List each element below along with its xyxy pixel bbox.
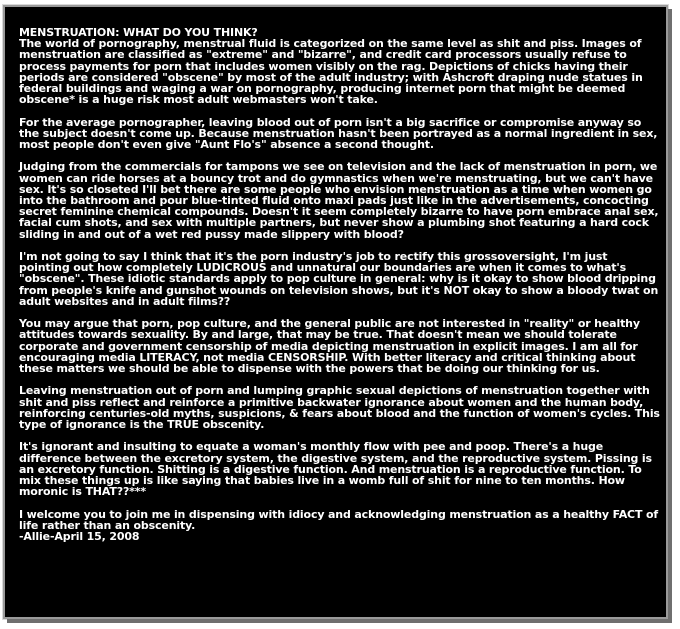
- paragraph-4: I'm not going to say I think that it's the porn industry's job to rectify this grossoversight, I'm just pointing out how completely LUDICROUS and unnatural our boundaries are when it comes to what's "obscene". These idiotic standards apply to pop culture in general: why is it okay to show blood dripping from people's knife and gunshot wounds on television shows, but it's NOT okay to show a bloody twat on adult websites and in adult films??: [19, 250, 659, 308]
- article-body: [19, 27, 661, 542]
- article-title: MENSTRUATION: WHAT DO YOU THINK?: [19, 26, 258, 39]
- paragraph-6: Leaving menstruation out of porn and lumping graphic sexual depictions of menstruation together with shit and piss reflect and reinforce a primitive backwater ignorance about women and the human body, reinforcing centuries-old myths, suspicions, & fears about blood and the function of women's cycles. This type of ignorance is the TRUE obscenity.: [19, 384, 660, 432]
- paragraph-8: I welcome you to join me in dispensing with idiocy and acknowledging menstruation as a healthy FACT of life rather than an obscenity.: [19, 507, 659, 532]
- paragraph-7: It's ignorant and insulting to equate a woman's monthly flow with pee and poop. There's a huge difference between the excretory system, the digestive system, and the reproductive system. Pissing is an excretory function. Shitting is a digestive function. And menstruation is a reproductive function. To mix these things up is like saying that babies live in a womb full of shit for nine to ten months. How moronic is THAT??***: [19, 440, 652, 499]
- paragraph-5: You may argue that porn, pop culture, and the general public are not interested in "reality" or healthy attitudes towards sexuality. By and large, that may be true. That doesn't mean we should tolerate corporate and government censorship of media depicting menstruation in explicit images. I am all for encouraging media LITERACY, not media CENSORSHIP. With better literacy and critical thinking about these matters we should be able to dispense with the powers that be doing our thinking for us.: [19, 317, 640, 376]
- paragraph-2: For the average pornographer, leaving blood out of porn isn't a big sacrifice or compromise anyway so the subject doesn't come up. Because menstruation hasn't been portrayed as a normal ingredient in sex, most people don't even give "Aunt Flo's" absence a second thought.: [19, 115, 658, 152]
- article-signature: -Allie-April 15, 2008: [19, 530, 140, 544]
- paragraph-3: Judging from the commercials for tampons we see on television and the lack of menstruation in porn, we women can ride horses at a bouncy trot and do gymnastics when we're menstruating, but we can't have sex. It's so closeted I'll bet there are some people who envision menstruation as a time when women go into the bathroom and pour blue-tinted fluid onto maxi pads just like in the advertisements, concocting secret feminine chemical compounds. Doesn't it seem completely bizarre to have porn embrace anal sex, facial cum shots, and sex with multiple partners, but never show a plumbing shot featuring a hard cock sliding in and out of a wet red pussy made slippery with blood?: [19, 160, 659, 241]
- paragraph-1: The world of pornography, menstrual fluid is categorized on the same level as shit and piss. Images of menstruation are classified as "extreme" and "bizarre", and credit card processors usually refuse to process payments for porn that includes women visibly on the rag. Depictions of chicks having their periods are considered "obscene" by most of the adult industry; with Ashcroft draping nude statues in federal buildings and waging a war on pornography, producing internet porn that might be deemed obscene* is a huge risk most adult webmasters won't take.: [19, 37, 643, 107]
- article-frame: [3, 5, 668, 619]
